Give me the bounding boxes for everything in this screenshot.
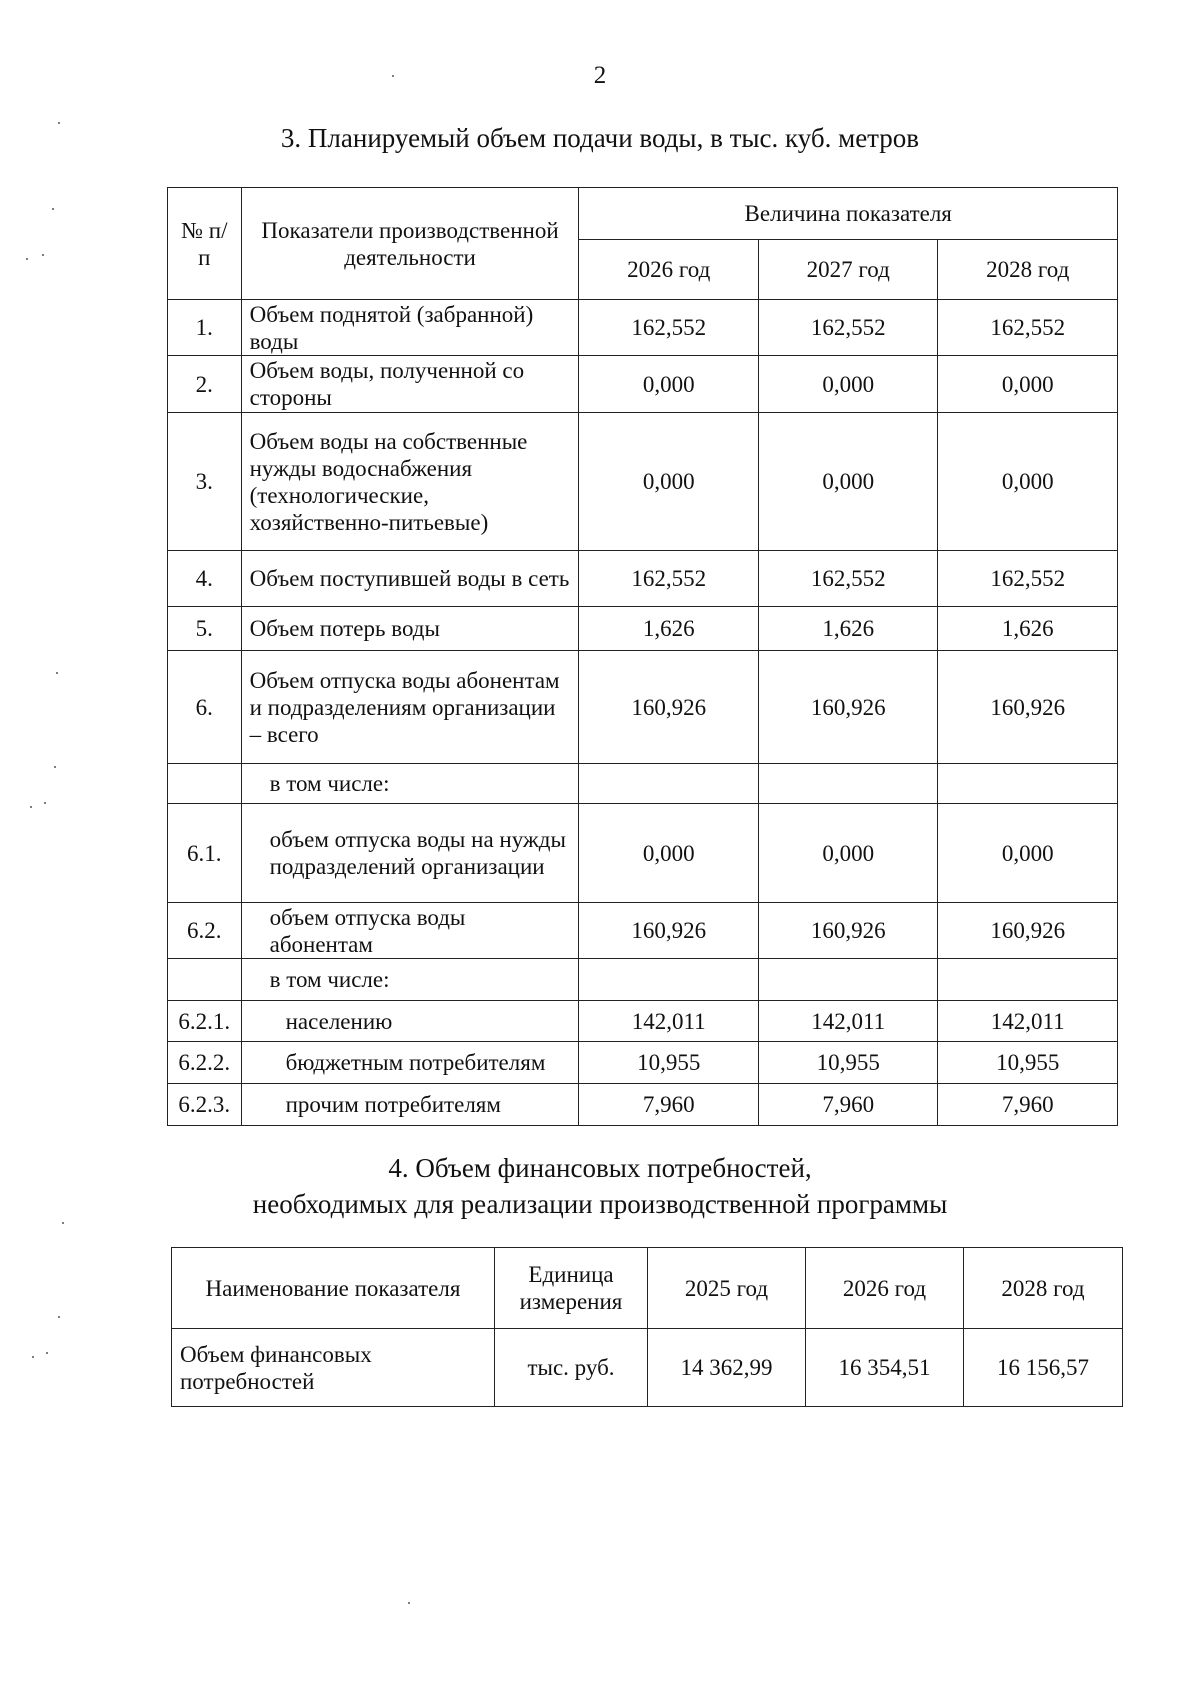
row-value: 1,626: [938, 607, 1118, 651]
row-name: объем отпуска воды абонентам: [241, 903, 579, 959]
row-value: 10,955: [579, 1042, 759, 1084]
row-value: [938, 764, 1118, 804]
page-number: 2: [593, 62, 607, 89]
row-value: 0,000: [579, 804, 759, 903]
scan-speck: [26, 258, 28, 260]
scan-speck: [56, 672, 58, 674]
table-row: [168, 607, 1118, 651]
row-value: 10,955: [758, 1042, 938, 1084]
row-value: 162,552: [938, 551, 1118, 607]
header-year-2026: 2026 год: [806, 1248, 964, 1329]
water-supply-table: [167, 187, 1118, 1126]
row-value: [758, 764, 938, 804]
row-num: 1.: [168, 300, 242, 356]
row-value: 7,960: [758, 1084, 938, 1126]
row-value: [579, 959, 759, 1001]
row-name: населению: [241, 1001, 579, 1042]
scan-speck: [58, 1316, 60, 1318]
scan-speck: [32, 1356, 34, 1358]
row-name: прочим потребителям: [241, 1084, 579, 1126]
row-name: бюджетным потребителям: [241, 1042, 579, 1084]
scan-speck: [392, 75, 394, 77]
row-value: 142,011: [938, 1001, 1118, 1042]
row-name: Объем воды, полученной со стороны: [241, 356, 579, 413]
scan-speck: [62, 1222, 64, 1224]
section-4-title-line-2: необходимых для реализации производственной программы: [252, 1189, 948, 1219]
row-name: Объем отпуска воды абонентам и подразделениям организации – всего: [241, 651, 579, 764]
row-num: 5.: [168, 607, 242, 651]
header-year-2028: 2028 год: [964, 1248, 1123, 1329]
table-row: [168, 804, 1118, 903]
table-row: [168, 356, 1118, 413]
section-3-title: 3. Планируемый объем подачи воды, в тыс. куб. метров: [280, 123, 920, 153]
row-name: в том числе:: [241, 959, 579, 1001]
row-name: объем отпуска воды на нужды подразделений организации: [241, 804, 579, 903]
row-num: 6.2.3.: [168, 1084, 242, 1126]
header-indicator: Показатели производственной деятельности: [241, 188, 579, 300]
row-value: 162,552: [579, 551, 759, 607]
row-value: 160,926: [579, 903, 759, 959]
row-name: в том числе:: [241, 764, 579, 804]
row-value: 162,552: [938, 300, 1118, 356]
row-value: 0,000: [758, 413, 938, 551]
row-num: [168, 959, 242, 1001]
row-value: [758, 959, 938, 1001]
row-value: [579, 764, 759, 804]
row-value: 16 354,51: [806, 1329, 964, 1407]
row-num: 2.: [168, 356, 242, 413]
row-value: 162,552: [758, 300, 938, 356]
financial-needs-table: [171, 1247, 1123, 1407]
header-indicator-name: Наименование показателя: [172, 1248, 495, 1329]
row-value: 0,000: [938, 413, 1118, 551]
row-num: 6.: [168, 651, 242, 764]
header-num: № п/п: [168, 188, 242, 300]
row-value: 160,926: [579, 651, 759, 764]
row-value: 14 362,99: [648, 1329, 806, 1407]
row-value: 0,000: [579, 413, 759, 551]
row-num: 6.2.: [168, 903, 242, 959]
table-row: [168, 1042, 1118, 1084]
row-value: 162,552: [758, 551, 938, 607]
row-name: Объем финансовых потребностей: [172, 1329, 495, 1407]
header-year-2028: 2028 год: [938, 240, 1118, 300]
row-value: 0,000: [579, 356, 759, 413]
scan-speck: [52, 208, 54, 210]
row-value: 162,552: [579, 300, 759, 356]
scan-speck: [46, 1352, 48, 1354]
row-value: 142,011: [579, 1001, 759, 1042]
row-name: Объем потерь воды: [241, 607, 579, 651]
row-value: [938, 959, 1118, 1001]
row-value: 160,926: [758, 651, 938, 764]
scan-speck: [58, 122, 60, 124]
table-row: [168, 300, 1118, 356]
header-year-2026: 2026 год: [579, 240, 759, 300]
row-value: 7,960: [938, 1084, 1118, 1126]
table-row: [168, 903, 1118, 959]
row-value: 16 156,57: [964, 1329, 1123, 1407]
table-row: [168, 413, 1118, 551]
scan-speck: [408, 1602, 410, 1604]
scan-speck: [54, 766, 56, 768]
row-value: 0,000: [938, 804, 1118, 903]
header-year-2027: 2027 год: [758, 240, 938, 300]
row-value: 0,000: [758, 356, 938, 413]
section-4-title: [0, 1150, 1200, 1222]
row-unit: тыс. руб.: [495, 1329, 648, 1407]
table-row: [168, 551, 1118, 607]
table-row: [172, 1329, 1123, 1407]
row-value: 7,960: [579, 1084, 759, 1126]
row-value: 160,926: [938, 903, 1118, 959]
row-value: 160,926: [758, 903, 938, 959]
table-row: [168, 1001, 1118, 1042]
section-4-title-line-1: 4. Объем финансовых потребностей,: [388, 1153, 812, 1183]
header-year-2025: 2025 год: [648, 1248, 806, 1329]
header-value-group: Величина показателя: [579, 188, 1118, 240]
table-row: [168, 651, 1118, 764]
scan-speck: [44, 802, 46, 804]
header-unit: Единица измерения: [495, 1248, 648, 1329]
row-num: 6.2.1.: [168, 1001, 242, 1042]
table-row: [168, 1084, 1118, 1126]
table-row: [168, 959, 1118, 1001]
row-num: 6.2.2.: [168, 1042, 242, 1084]
row-num: 6.1.: [168, 804, 242, 903]
row-name: Объем воды на собственные нужды водоснабжения (технологические, хозяйственно-питьевые): [241, 413, 579, 551]
row-num: 3.: [168, 413, 242, 551]
row-num: 4.: [168, 551, 242, 607]
row-value: 1,626: [579, 607, 759, 651]
row-value: 0,000: [938, 356, 1118, 413]
table-row: [168, 764, 1118, 804]
row-name: Объем поступившей воды в сеть: [241, 551, 579, 607]
row-value: 0,000: [758, 804, 938, 903]
row-value: 142,011: [758, 1001, 938, 1042]
row-num: [168, 764, 242, 804]
row-value: 10,955: [938, 1042, 1118, 1084]
row-value: 160,926: [938, 651, 1118, 764]
scan-speck: [42, 254, 44, 256]
row-value: 1,626: [758, 607, 938, 651]
row-name: Объем поднятой (забранной) воды: [241, 300, 579, 356]
scan-speck: [30, 806, 32, 808]
